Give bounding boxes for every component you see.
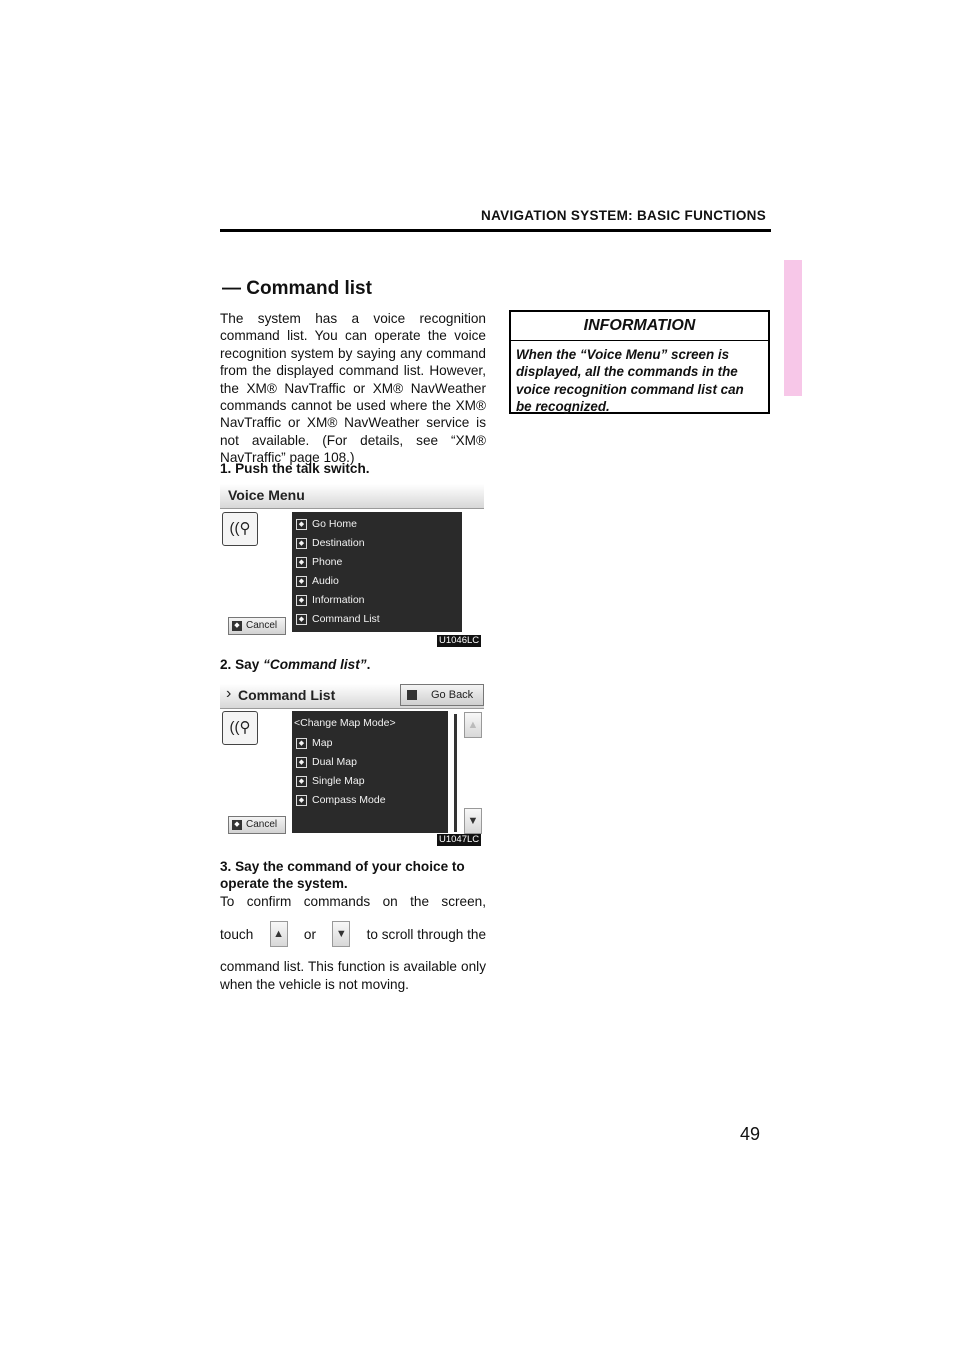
go-back-button[interactable] bbox=[400, 684, 484, 706]
command-item-label: Single Map bbox=[312, 775, 365, 787]
scroll-line-rest: command list. This function is available only when the vehicle is not moving. bbox=[220, 959, 486, 992]
scroll-up-icon: ▲ bbox=[270, 921, 288, 947]
menu-item-label: Information bbox=[312, 594, 365, 606]
command-list bbox=[292, 711, 448, 833]
voice-command-icon: ◆ bbox=[232, 621, 242, 631]
voice-menu-list bbox=[292, 512, 462, 632]
menu-item-label: Audio bbox=[312, 575, 339, 587]
figure-code: U1046LC bbox=[439, 635, 480, 646]
microphone-voice-icon[interactable]: ((⚲ bbox=[222, 512, 258, 546]
figure-code: U1047LC bbox=[439, 834, 480, 845]
scroll-line-1: To confirm commands on the screen, bbox=[220, 894, 486, 909]
voice-command-icon: ◆ bbox=[296, 595, 307, 606]
chevron-right-icon: › bbox=[226, 685, 232, 702]
microphone-voice-icon[interactable]: ((⚲ bbox=[222, 711, 258, 745]
cancel-button[interactable] bbox=[228, 617, 286, 635]
command-item-compass-mode[interactable] bbox=[296, 792, 386, 808]
scroll-to-scroll-text: to scroll through the bbox=[366, 926, 486, 942]
menu-item-label: Phone bbox=[312, 556, 343, 568]
command-list-title: Command List bbox=[238, 687, 336, 703]
scroll-paragraph bbox=[220, 893, 486, 993]
command-item-map[interactable] bbox=[296, 735, 332, 751]
menu-item-command-list[interactable] bbox=[296, 611, 380, 627]
scroll-line-2 bbox=[220, 912, 486, 956]
step-3: 3. Say the command of your choice to operate the system. bbox=[220, 859, 465, 891]
voice-command-icon: ◆ bbox=[296, 757, 307, 768]
menu-item-label: Go Home bbox=[312, 518, 357, 530]
information-heading: INFORMATION bbox=[583, 317, 696, 334]
menu-item-information[interactable] bbox=[296, 592, 365, 608]
voice-command-icon: ◆ bbox=[296, 557, 307, 568]
scroll-up-icon[interactable]: ▲ bbox=[464, 712, 482, 738]
page-number: 49 bbox=[740, 1124, 761, 1144]
cancel-label: Cancel bbox=[246, 819, 278, 830]
page-header: NAVIGATION SYSTEM: BASIC FUNCTIONS bbox=[481, 208, 766, 223]
command-group-heading: <Change Map Mode> bbox=[294, 717, 396, 729]
menu-item-label: Destination bbox=[312, 537, 365, 549]
menu-item-go-home[interactable] bbox=[296, 516, 357, 532]
voice-command-icon bbox=[407, 690, 417, 700]
scroll-down-icon[interactable]: ▼ bbox=[464, 808, 482, 834]
information-divider bbox=[511, 340, 768, 341]
scrollbar-track[interactable] bbox=[454, 714, 457, 832]
voice-command-icon: ◆ bbox=[296, 614, 307, 625]
menu-item-audio[interactable] bbox=[296, 573, 339, 589]
section-title: — Command list bbox=[222, 278, 372, 299]
command-item-label: Map bbox=[312, 737, 333, 749]
command-item-dual-map[interactable] bbox=[296, 754, 357, 770]
voice-command-icon: ◆ bbox=[296, 795, 307, 806]
scroll-touch-word: touch bbox=[220, 926, 254, 942]
menu-item-destination[interactable] bbox=[296, 535, 365, 551]
step-2-suffix: . bbox=[366, 657, 371, 672]
information-box bbox=[509, 310, 770, 414]
scroll-down-icon: ▼ bbox=[332, 921, 350, 947]
command-item-label: Compass Mode bbox=[312, 794, 386, 806]
command-item-label: Dual Map bbox=[312, 756, 357, 768]
step-2 bbox=[220, 656, 488, 673]
go-back-label: Go Back bbox=[431, 689, 474, 701]
step-2-prefix: 2. Say bbox=[220, 657, 264, 672]
voice-command-icon: ◆ bbox=[296, 776, 307, 787]
cancel-button[interactable] bbox=[228, 816, 286, 834]
menu-item-phone[interactable] bbox=[296, 554, 342, 570]
voice-command-icon: ◆ bbox=[232, 820, 242, 830]
information-body: When the “Voice Menu” screen is displayed, all the commands in the voice recognition command list can be recognized. bbox=[516, 347, 744, 415]
side-tab bbox=[784, 260, 802, 396]
voice-command-icon: ◆ bbox=[296, 538, 307, 549]
header-rule bbox=[220, 229, 771, 232]
voice-command-icon: ◆ bbox=[296, 576, 307, 587]
step-2-command: “Command list” bbox=[263, 657, 367, 672]
voice-command-icon: ◆ bbox=[296, 519, 307, 530]
scroll-or-word: or bbox=[303, 926, 316, 942]
intro-paragraph: The system has a voice recognition command list. You can operate the voice recognition system by saying any command from the displayed command list. However, the XM® NavTraffic or XM® NavWeather commands cannot be used where the XM® NavTraffic or XM® NavWeather service is not available. (For details, see “XM® NavTraffic” page 108.) bbox=[220, 311, 486, 466]
menu-item-label: Command List bbox=[312, 613, 380, 625]
step-1: 1. Push the talk switch. bbox=[220, 461, 370, 476]
voice-menu-title-bar bbox=[220, 484, 484, 509]
voice-command-icon: ◆ bbox=[296, 738, 307, 749]
command-item-single-map[interactable] bbox=[296, 773, 365, 789]
voice-menu-title: Voice Menu bbox=[228, 487, 305, 503]
cancel-label: Cancel bbox=[246, 620, 278, 631]
